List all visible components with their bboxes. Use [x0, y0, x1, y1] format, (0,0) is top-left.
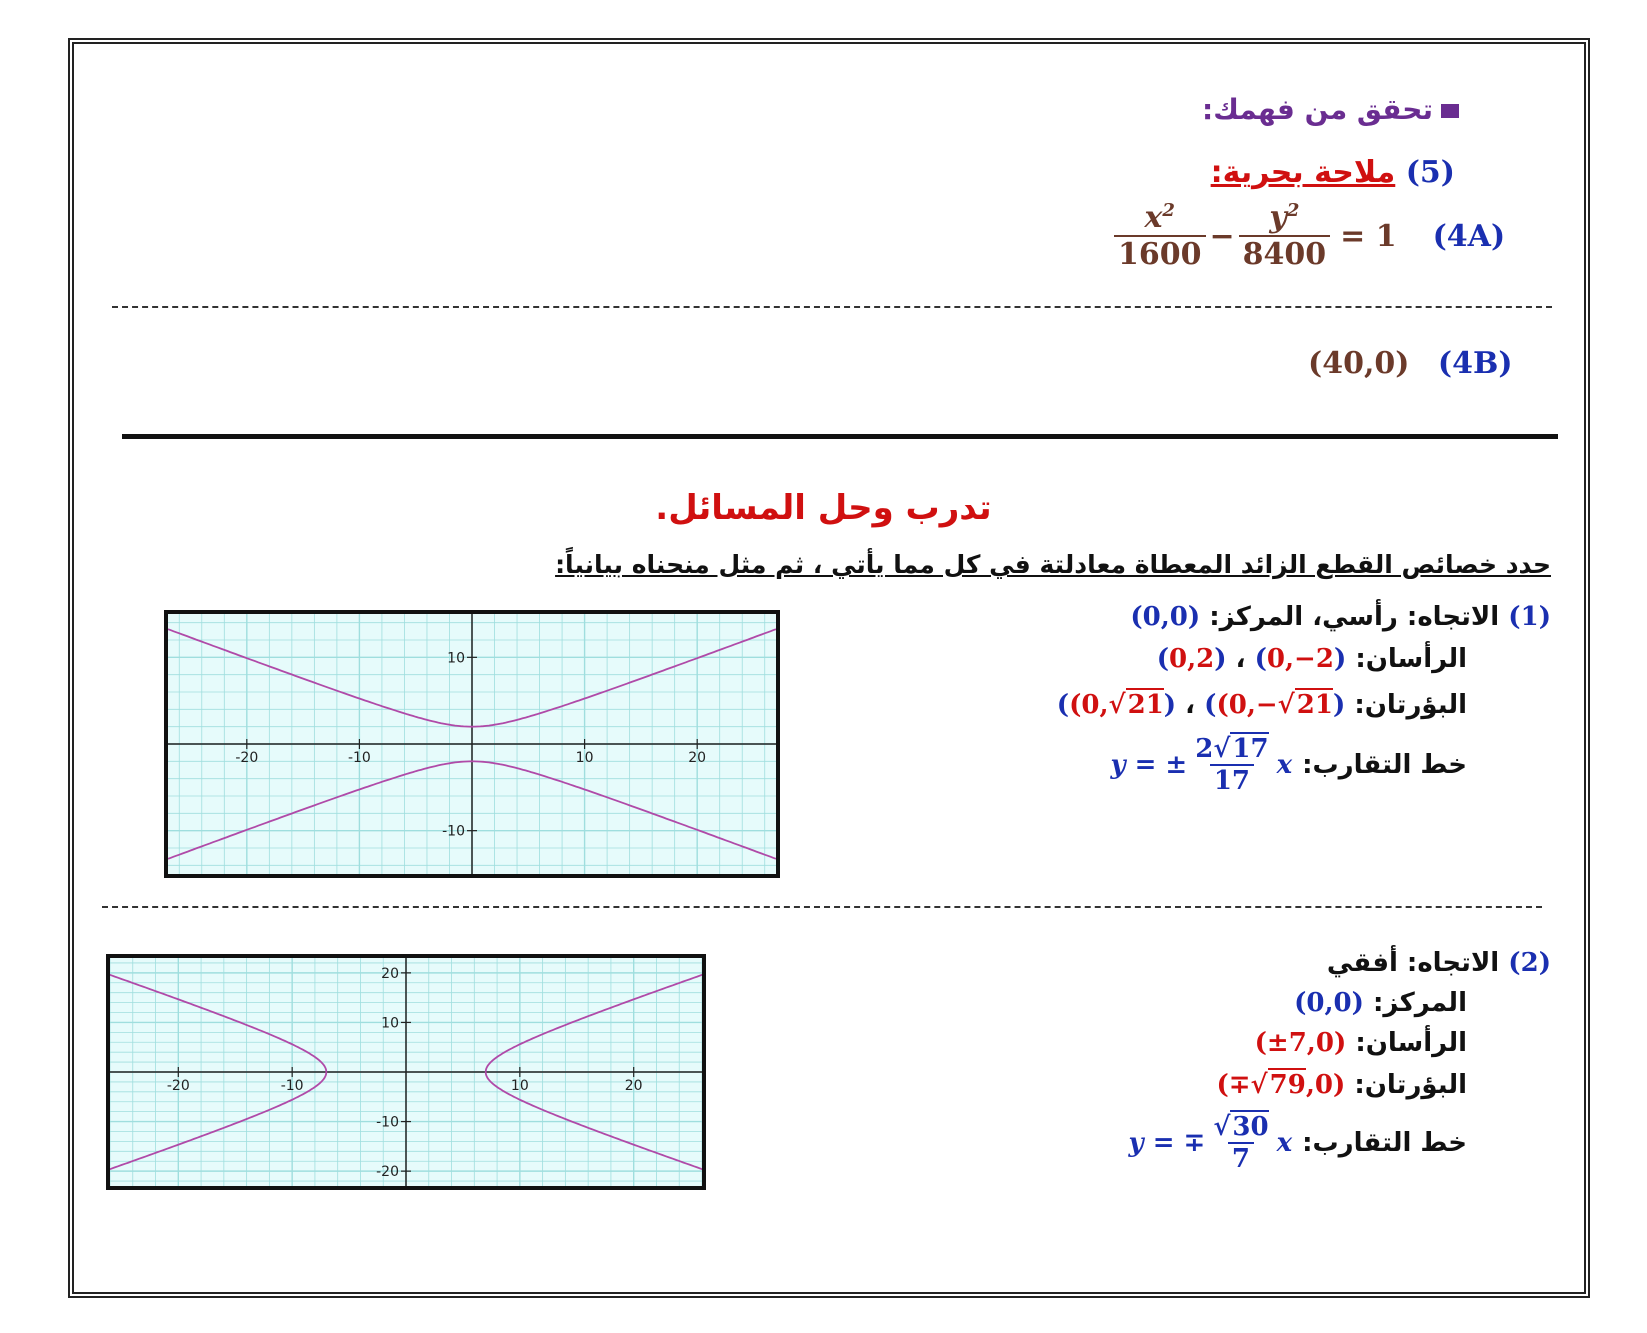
equation-4a [1110, 200, 1505, 272]
x-var: x [1144, 200, 1163, 235]
bullet-square-icon [1441, 104, 1459, 118]
p2-number: (2) [1508, 948, 1551, 978]
practice-heading: تدرب وحل المسائل. [655, 488, 992, 528]
p2-vertices: (±7,0) [1254, 1028, 1347, 1058]
graph-2-svg [110, 958, 702, 1186]
denominator-1600: 1600 [1114, 235, 1206, 272]
p1-comma: ، [1235, 644, 1246, 674]
y-tick-label: 10 [447, 650, 465, 667]
p1-vertex1: (0,−2) [1254, 644, 1347, 674]
check-title [1202, 93, 1459, 126]
p2-foci-rad: 79 [1269, 1070, 1306, 1100]
p2-asymptote-label: خط التقارب: [1302, 1128, 1467, 1158]
dashed-divider-2 [102, 906, 1542, 908]
p1-asym-rad: 17 [1232, 734, 1269, 764]
p1-asymptote-eq [1110, 734, 1292, 796]
p2-foci-line [1216, 1070, 1467, 1100]
p1-focus2-rad: 21 [1296, 690, 1333, 720]
p1-direction-label: الاتجاه: رأسي، المركز: [1209, 602, 1500, 632]
label-4b: (4B) [1437, 346, 1513, 381]
x-tick-label: -20 [166, 1078, 190, 1094]
equals-one: = 1 [1340, 218, 1397, 254]
denominator-8400: 8400 [1239, 235, 1331, 272]
p1-focus2-prefix: (0,− [1216, 690, 1278, 720]
p1-asym-coef: 2 [1195, 734, 1214, 764]
p1-asym-frac: $\frac{2√17}{17}$ [1195, 734, 1269, 796]
minus-sign: − [1209, 218, 1235, 254]
answer-4b [1308, 346, 1513, 381]
p2-center-label: المركز: [1373, 988, 1467, 1018]
p2-direction-label: الاتجاه: أفقي [1326, 948, 1500, 978]
p2-asymptote-line [1129, 1112, 1467, 1174]
x-tick-label: 10 [510, 1078, 529, 1094]
p2-asym-rad: 30 [1232, 1112, 1269, 1142]
p1-foci-line [1057, 690, 1467, 720]
p2-asym-var: x [1276, 1128, 1293, 1158]
solid-divider [122, 434, 1558, 439]
p1-vertex2: (0,2) [1156, 644, 1227, 674]
check-title-text: تحقق من فهمك: [1202, 93, 1433, 126]
p1-asym-var: x [1276, 750, 1293, 780]
x-tick-label: 20 [688, 750, 707, 766]
exercise5-number: (5) [1405, 155, 1455, 190]
p2-asym-lhs: y = ∓ [1128, 1128, 1206, 1158]
dashed-divider-1 [112, 306, 1552, 308]
p1-focus1: ((0,√21) [1056, 690, 1177, 720]
p1-vertices-line [1157, 644, 1467, 674]
p1-vertex1-value: 0,−2 [1266, 644, 1334, 674]
p1-number: (1) [1508, 602, 1551, 632]
x-tick-label: 20 [624, 1078, 643, 1094]
x-exponent: 2 [1162, 200, 1175, 221]
p1-foci-label: البؤرتان: [1354, 690, 1467, 720]
y-tick-label: -20 [376, 1164, 399, 1181]
y-var: y [1269, 200, 1287, 235]
fraction-x2 [1114, 200, 1206, 272]
p2-vertices-line [1255, 1028, 1467, 1058]
p2-direction-line [1327, 948, 1551, 978]
p2-asym-den: 7 [1228, 1142, 1254, 1174]
p2-foci-prefix: (∓ [1216, 1070, 1251, 1100]
graph-1 [164, 610, 780, 878]
p2-vertices-label: الرأسان: [1355, 1028, 1467, 1058]
y-tick-label: -10 [442, 823, 465, 840]
graph-2 [106, 954, 706, 1190]
exercise5-heading [1211, 155, 1455, 190]
x-tick-label: -10 [347, 750, 371, 766]
graph-1-svg [168, 614, 776, 874]
exercise5-title: ملاحة بحرية: [1210, 155, 1396, 190]
p2-asym-frac: $\frac{√30}{7}$ [1213, 1112, 1269, 1174]
p1-vertex2-value: 0,2 [1169, 644, 1215, 674]
p2-foci-suffix: ,0) [1305, 1070, 1346, 1100]
label-4a: (4A) [1432, 218, 1506, 254]
p1-focus1-prefix: (0, [1069, 690, 1109, 720]
p2-asymptote-eq [1129, 1112, 1293, 1174]
p1-foci-comma: ، [1185, 690, 1196, 720]
x-tick-label: -20 [235, 750, 259, 766]
p1-center: (0,0) [1130, 602, 1201, 632]
p1-asymptote-line [1110, 734, 1467, 796]
p1-asym-den: 17 [1210, 764, 1254, 796]
x-tick-label: -10 [280, 1078, 304, 1094]
p1-direction-line [1130, 602, 1551, 632]
p1-asym-lhs: y = ± [1110, 750, 1188, 780]
fraction-y2 [1239, 200, 1331, 272]
p2-foci: (∓√79,0) [1216, 1070, 1346, 1100]
p2-center: (0,0) [1294, 988, 1364, 1018]
y-exponent: 2 [1286, 200, 1300, 221]
y-tick-label: 10 [381, 1015, 399, 1032]
value-4b: (40,0) [1308, 346, 1410, 381]
p2-foci-label: البؤرتان: [1354, 1070, 1467, 1100]
p1-focus1-rad: 21 [1127, 690, 1164, 720]
p1-asymptote-label: خط التقارب: [1302, 750, 1467, 780]
p1-focus2: ((0,−√21) [1204, 690, 1346, 720]
p1-vertices-label: الرأسان: [1355, 644, 1467, 674]
y-tick-label: -10 [376, 1114, 399, 1131]
practice-instruction: حدد خصائص القطع الزائد المعطاة معادلتة في كل مما يأتي ، ثم مثل منحناه بيانياً: [555, 550, 1551, 579]
p2-center-line [1294, 988, 1467, 1018]
y-tick-label: 20 [381, 965, 399, 982]
x-tick-label: 10 [575, 750, 594, 766]
